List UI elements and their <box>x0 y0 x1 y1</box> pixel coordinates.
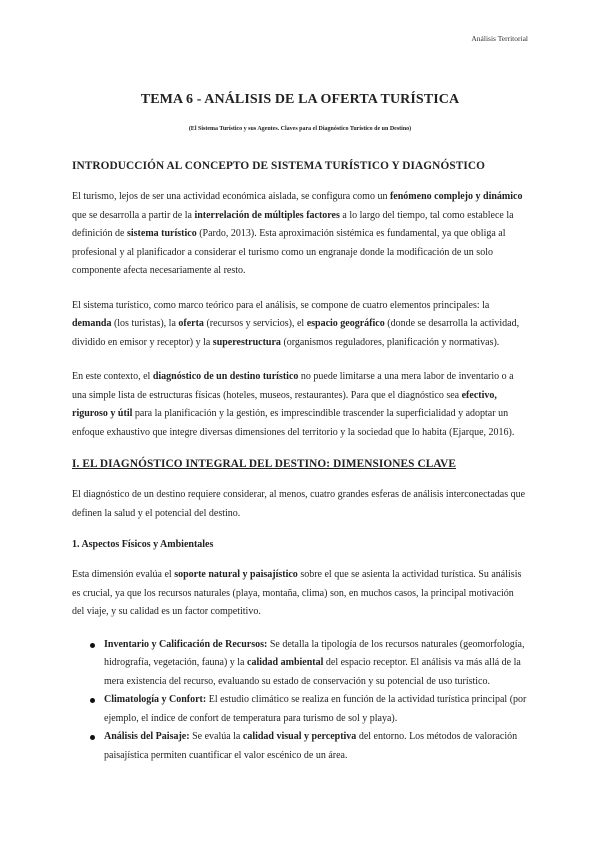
bullet-icon <box>90 643 95 648</box>
list-item: Inventario y Calificación de Recursos: Se detalla la tipología de los recursos naturales (geomorfología, hidrografía, vegetación, fauna) y la calidad ambiental del espacio receptor. El análisis va más allá de la mera existencia del recurso, evaluando su estado de conservación y su potencial de uso turístico. <box>90 636 528 692</box>
running-head: Análisis Territorial <box>471 34 528 43</box>
intro-paragraph-1: El turismo, lejos de ser una actividad económica aislada, se configura como un fenómeno complejo y dinámico que se desarrolla a partir de la interrelación de múltiples factores a lo largo del tiempo, tal como establece la definición de sistema turístico (Pardo, 2013). Esta aproximación sistémica es fundamental, ya que obliga al profesional y al planificador a considerar el turismo como un engranaje donde la modificación de un solo componente afecta necesariamente al resto. <box>72 191 523 276</box>
subsection-1-heading: 1. Aspectos Físicos y Ambientales <box>72 539 214 550</box>
bullet-list <box>72 636 528 766</box>
page-content <box>72 92 528 765</box>
bullet-icon <box>90 698 95 703</box>
subsection-1-paragraph: Esta dimensión evalúa el soporte natural y paisajístico sobre el que se asienta la actividad turística. Su análisis es crucial, ya que los recursos naturales (playa, montaña, clima) son, en muchos casos, la principal motivación del viaje, y su calidad es un factor competitivo. <box>72 569 522 617</box>
bullet-icon <box>90 735 95 740</box>
page-title: TEMA 6 - ANÁLISIS DE LA OFERTA TURÍSTICA <box>140 92 460 107</box>
intro-paragraph-3: En este contexto, el diagnóstico de un destino turístico no puede limitarse a una mera labor de inventario o a una simple lista de estructuras físicas (hoteles, museos, restaurantes). Para que el diagnóstico sea efectivo, riguroso y útil para la planificación y la gestión, es imprescindible trascender la superficialidad y adoptar un enfoque exhaustivo que integre diversas dimensiones del territorio y la sociedad que lo habita (Ejarque, 2016). <box>72 371 515 438</box>
page-subtitle: (El Sistema Turístico y sus Agentes. Claves para el Diagnóstico Turístico de un Destino) <box>188 126 412 132</box>
intro-heading: INTRODUCCIÓN AL CONCEPTO DE SISTEMA TURÍSTICO Y DIAGNÓSTICO <box>72 160 485 172</box>
list-item: Climatología y Confort: El estudio climático se realiza en función de la actividad turística principal (por ejemplo, el índice de confort de temperatura para turismo de sol y playa). <box>90 691 528 728</box>
section-1-heading: I. EL DIAGNÓSTICO INTEGRAL DEL DESTINO: DIMENSIONES CLAVE <box>72 458 457 470</box>
list-item: Análisis del Paisaje: Se evalúa la calidad visual y perceptiva del entorno. Los métodos de valoración paisajística permiten cuantificar el valor escénico de un área. <box>90 728 528 765</box>
section-1-paragraph: El diagnóstico de un destino requiere considerar, al menos, cuatro grandes esferas de análisis interconectadas que definen la salud y el potencial del destino. <box>72 489 526 519</box>
intro-paragraph-2: El sistema turístico, como marco teórico para el análisis, se compone de cuatro elementos principales: la demanda (los turistas), la oferta (recursos y servicios), el espacio geográfico (donde se desarrolla la actividad, dividido en emisor y receptor) y la superestructura (organismos reguladores, planificación y normativas). <box>72 299 520 348</box>
